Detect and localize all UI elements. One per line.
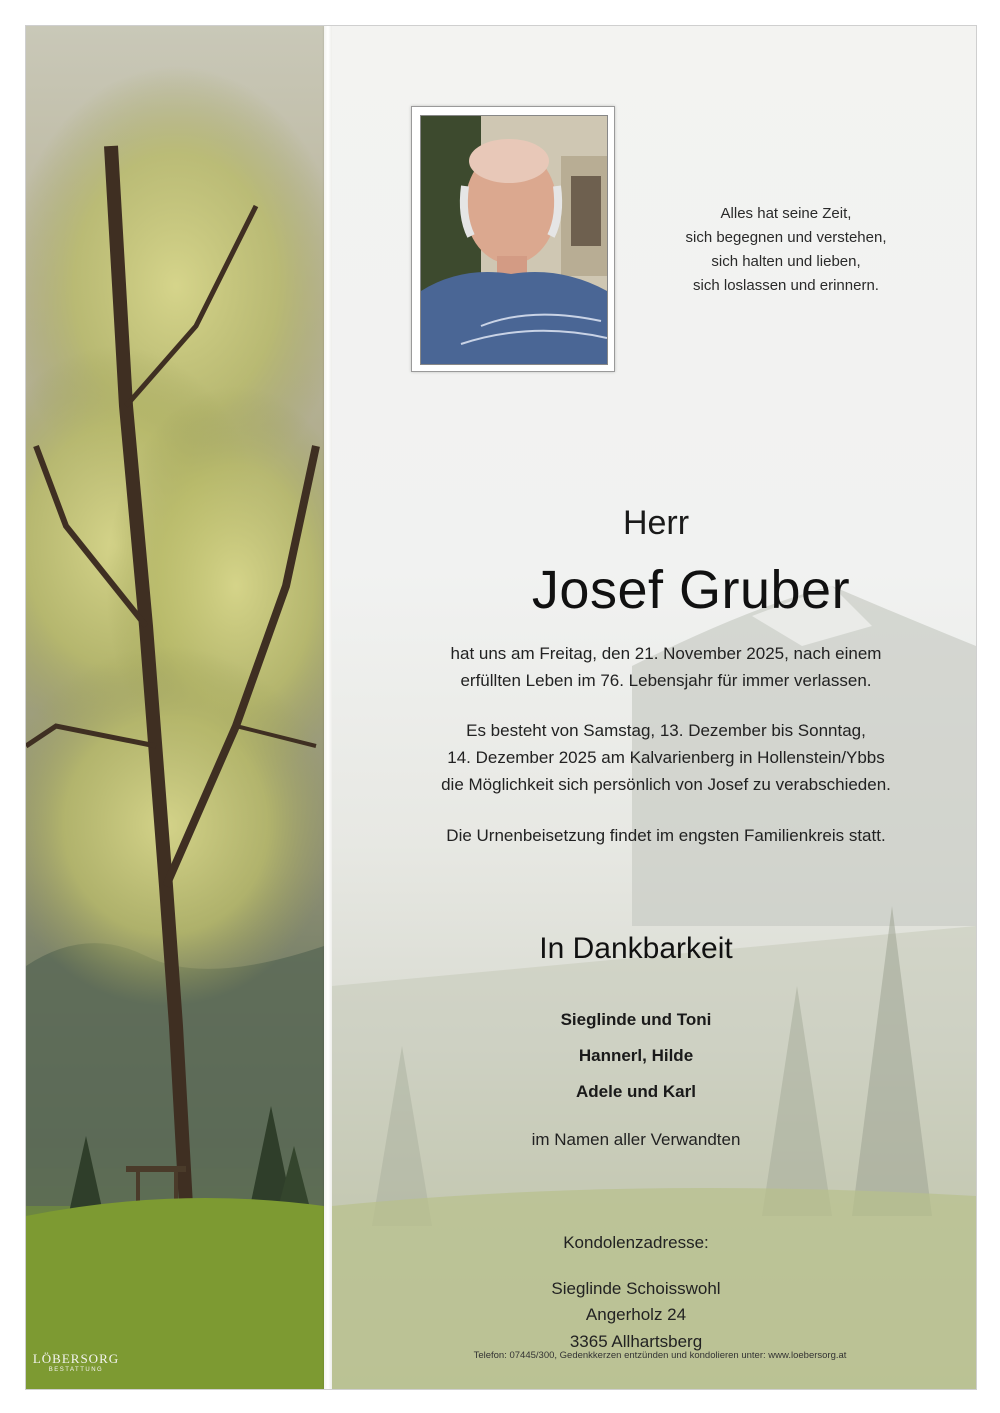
portrait-photo	[420, 115, 608, 365]
tree-photo	[26, 26, 324, 1389]
quote-line: sich loslassen und erinnern.	[693, 277, 879, 294]
quote-line: Alles hat seine Zeit,	[720, 205, 852, 222]
announcement-line: erfüllten Leben im 76. Lebensjahr für immer verlassen.	[460, 671, 872, 690]
condolence-address	[486, 1230, 786, 1355]
announcement-line: hat uns am Freitag, den 21. November 2025, nach einem	[450, 644, 882, 663]
mourners-list	[486, 1002, 786, 1110]
farewell-line: Es besteht von Samstag, 13. Dezember bis Sonntag,	[466, 721, 866, 740]
logo-brand: LÖBERSORG	[32, 1351, 120, 1366]
salutation: Herr	[622, 504, 690, 542]
logo-sub: BESTATTUNG	[48, 1367, 104, 1373]
funeral-home-logo	[30, 1352, 122, 1375]
condolence-label: Kondolenzadresse:	[563, 1233, 709, 1252]
announcement-text	[386, 640, 946, 694]
mourner-entry: Adele und Karl	[576, 1082, 696, 1101]
relatives-note: im Namen aller Verwandten	[531, 1130, 741, 1149]
burial-line: Die Urnenbeisetzung findet im engsten Familienkreis statt.	[446, 826, 886, 845]
condolence-name: Sieglinde Schoisswohl	[551, 1278, 721, 1298]
condolence-street: Angerholz 24	[585, 1305, 687, 1324]
deceased-name: Josef Gruber	[531, 560, 851, 620]
mourner-entry: Hannerl, Hilde	[578, 1046, 694, 1065]
footer-contact: Telefon: 07445/300, Gedenkkerzen entzünden und kondolieren unter: www.loebersorg.at	[473, 1350, 847, 1361]
quote-line: sich begegnen und verstehen,	[685, 229, 887, 246]
mourner-entry: Sieglinde und Toni	[560, 1010, 712, 1029]
portrait-frame	[411, 106, 615, 372]
farewell-line: die Möglichkeit sich persönlich von Josef zu verabschieden.	[441, 775, 891, 794]
condolence-city: 3365 Allhartsberg	[569, 1331, 703, 1351]
burial-text	[386, 822, 946, 849]
thanks-heading: In Dankbarkeit	[539, 932, 733, 965]
vertical-divider	[324, 26, 332, 1389]
farewell-line: 14. Dezember 2025 am Kalvarienberg in Hollenstein/Ybbs	[447, 748, 885, 767]
quote	[626, 202, 946, 298]
farewell-text	[386, 717, 946, 798]
quote-line: sich halten und lieben,	[711, 253, 861, 270]
obituary-sheet	[25, 25, 977, 1390]
